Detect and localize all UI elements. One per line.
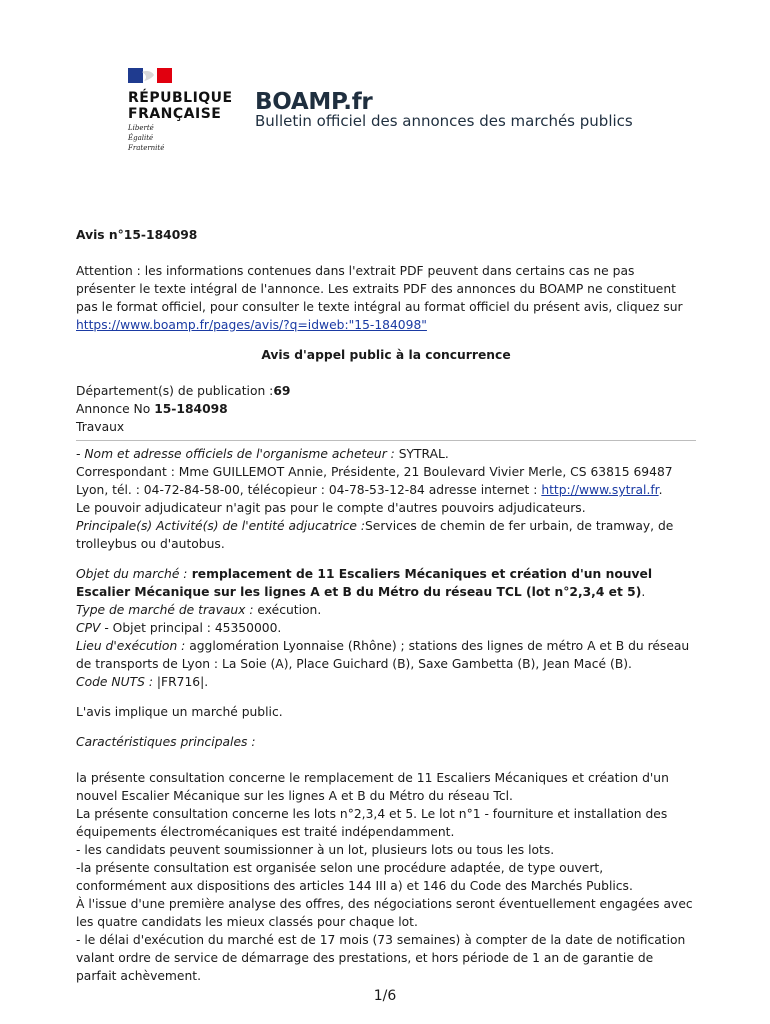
correspondant-text: Correspondant : Mme GUILLEMOT Annie, Présidente, 21 Boulevard Vivier Merle, CS 63815 69487 Lyon, tél. : 04-72-84-58-00, télécopieur : 04-78-53-12-84 adresse internet : bbox=[76, 465, 673, 497]
boamp-title: BOAMP.fr bbox=[255, 89, 373, 115]
objet-end: . bbox=[641, 585, 646, 599]
republique-line-2: FRANÇAISE bbox=[128, 106, 222, 122]
cpv-label: CPV bbox=[76, 621, 101, 635]
caracteristiques-p2: La présente consultation concerne les lots n°2,3,4 et 5. Le lot n°1 - fourniture et installation des équipements électromécaniques est traité indépendamment. bbox=[76, 807, 668, 839]
motto-fraternite: Fraternité bbox=[128, 144, 165, 152]
type-marche-line bbox=[76, 601, 696, 619]
acheteur-label: - Nom et adresse officiels de l'organisme acheteur : bbox=[76, 447, 395, 461]
objet-paragraph bbox=[76, 565, 696, 601]
nuts-label: Code NUTS : bbox=[76, 675, 153, 689]
attention-text: Attention : les informations contenues dans l'extrait PDF peuvent dans certains cas ne pas présenter le texte intégral de l'annonce. Les extraits PDF des annonces du BOAMP ne constituent pas le format officiel, pour consulter le texte intégral au format officiel du présent avis, cliquez sur bbox=[76, 264, 683, 314]
avis-implique-line: L'avis implique un marché public. bbox=[76, 705, 283, 719]
annonce-value: 15-184098 bbox=[154, 402, 228, 416]
activite-paragraph bbox=[76, 517, 696, 553]
caracteristiques-p4: -la présente consultation est organisée selon une procédure adaptée, de type ouvert, conformément aux dispositions des articles 144 III a) et 146 du Code des Marchés Publics. bbox=[76, 861, 633, 893]
correspondant-paragraph bbox=[76, 463, 696, 499]
type-marche-value: exécution. bbox=[253, 603, 322, 617]
motto-liberte: Liberté bbox=[128, 124, 154, 132]
type-line: Travaux bbox=[76, 420, 125, 434]
nuts-value: |FR716|. bbox=[152, 675, 209, 689]
document-body bbox=[76, 226, 696, 985]
lieu-paragraph bbox=[76, 637, 696, 673]
motto-egalite: Égalité bbox=[128, 134, 154, 142]
correspondant-end: . bbox=[658, 483, 663, 497]
caracteristiques-p6: - le délai d'exécution du marché est de 17 mois (73 semaines) à compter de la date de notification valant ordre de service de démarrage des prestations, et hors période de 1 an de garantie de parfait achèvement. bbox=[76, 933, 686, 983]
departement-label: Département(s) de publication : bbox=[76, 384, 274, 398]
boamp-avis-link[interactable]: https://www.boamp.fr/pages/avis/?q=idweb:"15-184098" bbox=[76, 318, 427, 332]
annonce-label: Annonce No bbox=[76, 402, 155, 416]
marianne-flag-logo bbox=[128, 68, 172, 83]
acheteur-line bbox=[76, 445, 696, 463]
caracteristiques-p1: la présente consultation concerne le remplacement de 11 Escaliers Mécaniques et création d'un nouvel Escalier Mécanique sur les lignes A et B du Métro du réseau Tcl. bbox=[76, 771, 669, 803]
cpv-line bbox=[76, 619, 696, 637]
lieu-label: Lieu d'exécution : bbox=[76, 639, 186, 653]
nuts-line bbox=[76, 673, 696, 691]
caracteristiques-label: Caractéristiques principales : bbox=[76, 735, 256, 749]
republique-line-1: RÉPUBLIQUE bbox=[128, 90, 233, 106]
objet-value: remplacement de 11 Escaliers Mécaniques et création d'un nouvel Escalier Mécanique sur les lignes A et B du Métro du réseau TCL (lot n°2,3,4 et 5) bbox=[76, 567, 653, 599]
caracteristiques-p5: À l'issue d'une première analyse des offres, des négociations seront éventuellement engagées avec les quatre candidats les mieux classés pour chaque lot. bbox=[76, 897, 693, 929]
departement-line bbox=[76, 382, 696, 400]
section-divider bbox=[76, 440, 696, 441]
lieu-value: agglomération Lyonnaise (Rhône) ; stations des lignes de métro A et B du réseau de transports de Lyon : La Soie (A), Place Guichard (B), Saxe Gambetta (B), Jean Macé (B). bbox=[76, 639, 690, 671]
page-number: 1/6 bbox=[373, 988, 397, 1004]
pouvoir-line: Le pouvoir adjudicateur n'agit pas pour le compte d'autres pouvoirs adjudicateurs. bbox=[76, 501, 586, 515]
republique-motto bbox=[128, 123, 164, 153]
cpv-value: - Objet principal : 45350000. bbox=[100, 621, 282, 635]
republique-francaise-logo-text bbox=[128, 90, 233, 122]
annonce-line bbox=[76, 400, 696, 418]
attention-paragraph bbox=[76, 262, 696, 334]
objet-label: Objet du marché : bbox=[76, 567, 188, 581]
caracteristiques-p3: - les candidats peuvent soumissionner à un lot, plusieurs lots ou tous les lots. bbox=[76, 843, 555, 857]
avis-heading: Avis n°15-184098 bbox=[76, 228, 198, 242]
type-marche-label: Type de marché de travaux : bbox=[76, 603, 254, 617]
departement-value: 69 bbox=[273, 384, 291, 398]
boamp-subtitle: Bulletin officiel des annonces des marchés publics bbox=[255, 112, 633, 130]
activite-label: Principale(s) Activité(s) de l'entité adjucatrice : bbox=[76, 519, 365, 533]
acheteur-value: SYTRAL. bbox=[394, 447, 449, 461]
section-title: Avis d'appel public à la concurrence bbox=[261, 348, 511, 362]
activite-value: Services de chemin de fer urbain, de tramway, de trolleybus ou d'autobus. bbox=[76, 519, 674, 551]
sytral-website-link[interactable]: http://www.sytral.fr bbox=[541, 483, 659, 497]
